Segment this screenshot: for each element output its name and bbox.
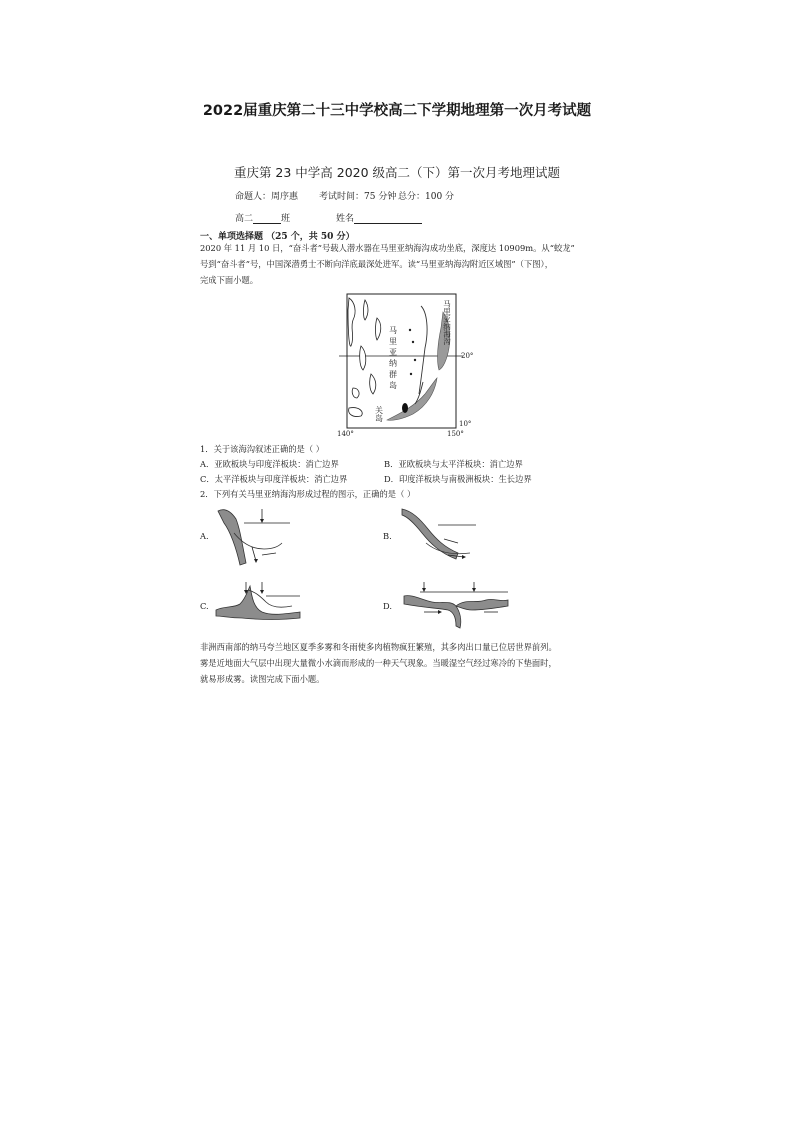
arrow-head [422, 588, 426, 592]
name-label: 姓名 [336, 214, 355, 224]
q2-option-c-label[interactable]: C. [200, 601, 209, 611]
guam-island [402, 403, 408, 413]
mariana-map-figure [335, 290, 474, 440]
name-blank [354, 213, 422, 224]
trench-label [442, 299, 451, 347]
arrow-head [254, 559, 258, 563]
class-field [235, 211, 290, 224]
section-heading: 一、单项选择题 （25 个，共 50 分） [200, 232, 355, 242]
author-label: 命题人：周序惠 [235, 192, 299, 202]
q2-option-a-label[interactable]: A. [200, 531, 209, 541]
exam-time-label: 考试时间：75 分钟 [319, 192, 397, 202]
q2-option-b-diagram[interactable] [398, 503, 478, 573]
plate-shape-right [456, 599, 508, 610]
island-dot [412, 341, 414, 343]
exam-title: 重庆第 23 中学高 2020 级高二（下）第一次月考地理试题 [233, 165, 561, 180]
class-prefix: 高二 [235, 214, 254, 224]
intro-line-3: 完成下面小题。 [200, 275, 259, 285]
q2-option-a-diagram[interactable] [212, 503, 292, 573]
arrow-side [262, 553, 276, 555]
plate-shape [218, 510, 246, 565]
q1-option-d[interactable]: D．印度洋板块与南极洲板块：生长边界 [384, 474, 532, 484]
longitude-140-label: 140° [337, 430, 354, 438]
q1-stem: 1．关于该海沟叙述正确的是（ ） [200, 444, 325, 454]
arrow-head [260, 519, 264, 523]
q2-stem: 2．下列有关马里亚纳海沟形成过程的图示，正确的是（ ） [200, 489, 416, 499]
intro-line-1: 2020 年 11 月 10 日，“奋斗者”号载人潜水器在马里亚纳海沟成功坐底，深度达 10909m。从“蛟龙” [200, 243, 575, 253]
q2-option-b-label[interactable]: B. [383, 531, 392, 541]
arrow-side [444, 539, 458, 543]
total-score-label: 总分：100 分 [398, 192, 455, 202]
plate-shape [216, 586, 300, 620]
name-field [336, 211, 422, 224]
trench-label-text: 马里亚纳海沟 [442, 300, 452, 345]
document-title: 2022届重庆第二十三中学校高二下学期地理第一次月考试题 [202, 103, 592, 119]
arrow-head [472, 588, 476, 592]
passage2-line-1: 非洲西南部的纳马夸兰地区夏季多雾和冬雨使多肉植物疯狂繁殖，其多肉出口量已位居世界前列。 [200, 642, 557, 652]
class-suffix: 班 [281, 214, 291, 224]
q2-option-d-label[interactable]: D. [383, 601, 392, 611]
arrow-sub [252, 547, 256, 561]
q1-option-c[interactable]: C．太平洋板块与印度洋板块：消亡边界 [200, 474, 348, 484]
q1-option-b[interactable]: B．亚欧板块与太平洋板块：消亡边界 [384, 459, 523, 469]
q2-option-c-diagram[interactable] [212, 578, 302, 633]
island-dot [409, 329, 411, 331]
arrow-head [462, 555, 466, 559]
island-dot [414, 359, 416, 361]
island-dot [410, 373, 412, 375]
arrow-head [260, 590, 264, 594]
latitude-10-label: 10° [459, 420, 472, 428]
arrow-head [438, 610, 442, 614]
passage2-line-3: 就易形成雾。读图完成下面小题。 [200, 674, 325, 684]
q2-option-d-diagram[interactable] [400, 578, 512, 633]
latitude-20-label: 20° [461, 352, 474, 360]
passage2-line-2: 雾是近地面大气层中出现大量微小水滴而形成的一种天气现象。当暖湿空气经过寒冷的下垫面时， [200, 658, 557, 668]
intro-line-2: 号到“奋斗者”号，中国深潜勇士不断向洋底最深处进军。读“马里亚纳海沟附近区域图”（下图）， [200, 259, 553, 269]
longitude-150-label: 150° [447, 430, 464, 438]
islands-label-text: 马里亚纳群岛 [388, 326, 398, 392]
plate-shape [402, 509, 458, 559]
q1-option-a[interactable]: A．亚欧板块与印度洋板块：消亡边界 [200, 459, 339, 469]
guam-label-text: 关岛 [374, 406, 384, 422]
class-blank [253, 213, 281, 224]
